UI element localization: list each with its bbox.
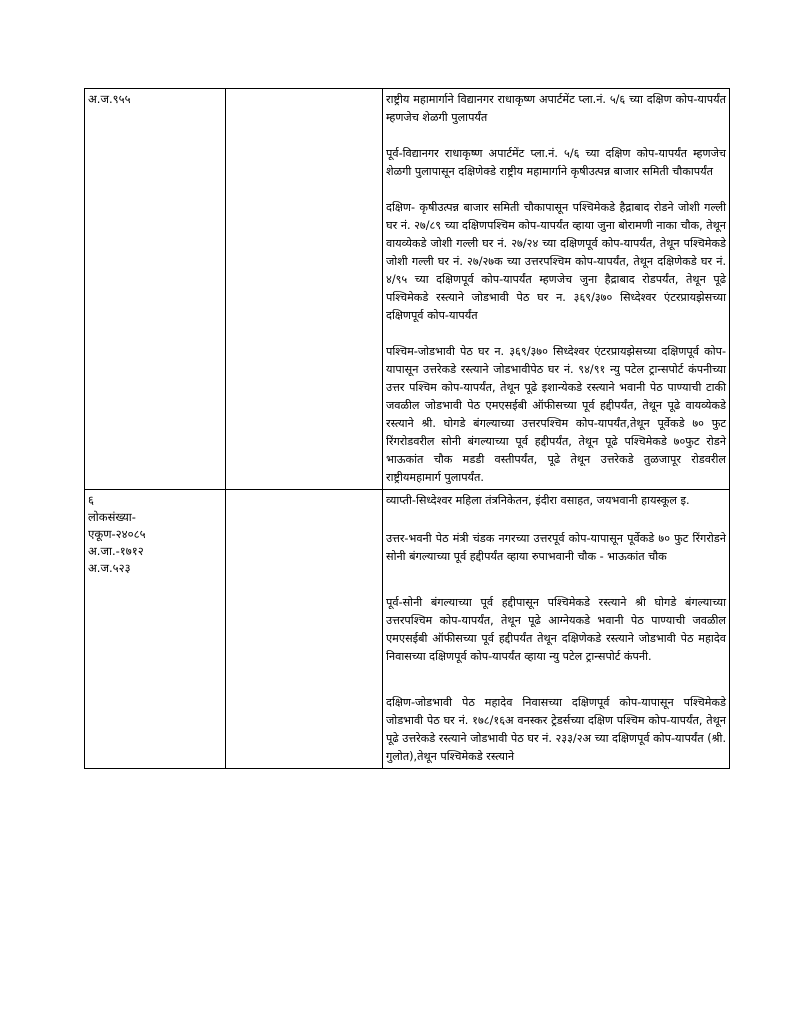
boundary-paragraph: राष्ट्रीय महामार्गाने विद्यानगर राधाकृष्ण अपार्टमेंट प्ला.नं. ५/६ च्या दक्षिण कोप-यापर्यंत म्हणजेच शेळगी पुलापर्यंत	[386, 93, 726, 124]
population-label: लोकसंख्या-	[88, 510, 136, 524]
document-page	[84, 88, 729, 769]
ward-info-cell	[85, 89, 226, 490]
boundary-description-cell	[383, 490, 730, 769]
ward-info-cell	[85, 490, 226, 769]
population-total: एकूण-२४०८५	[88, 527, 146, 541]
ward-id-line: अ.ज.९५५	[88, 92, 131, 106]
boundary-description-cell	[383, 89, 730, 490]
boundary-paragraph-east: पूर्व-विद्यानगर राधाकृष्ण अपार्टमेंट प्ला.नं. ५/६ च्या दक्षिण कोप-यापर्यंत म्हणजेच शेळगी पुलापासून दक्षिणेक्डे राष्ट्रीय महामार्गाने कृषीउत्पन्न बाजार समिती चौकापर्यंत	[386, 147, 726, 178]
ward-number: ६	[88, 493, 94, 507]
coverage-paragraph: व्याप्ती-सिध्देश्वर महिला तंत्रनिकेतन, इंदीरा वसाहत, जयभवानी हायस्कूल इ.	[386, 494, 690, 507]
table-row	[85, 490, 730, 769]
boundary-paragraph-east: पूर्व-सोनी बंगल्याच्या पूर्व हद्दीपासून पश्चिमेकडे रस्त्याने श्री घोगडे बंगल्याच्या उत्तरपश्चिम कोप-यापर्यंत, तेथून पूढे आग्नेयकडे भवानी पेठ पाण्याची जवळील एमएसईबी ऑफीसच्या पूर्व हद्दीपर्यंत तेथून दक्षिणेकडे रस्त्याने जोडभावी पेठ महादेव निवासच्या दक्षिणपूर्व कोप-यापर्यंत व्हाया न्यु पटेल ट्रान्सपोर्ट कंपनी.	[386, 596, 726, 663]
table-row	[85, 89, 730, 490]
boundary-paragraph-west: पश्चिम-जोडभावी पेठ घर न. ३६९/३७० सिध्देश्वर एंटरप्रायझेसच्या दक्षिणपूर्व कोप-यापासून उत्तरेकडे रस्त्याने जोडभावीपेठ घर नं. ९४/९१ न्यु पटेल ट्रान्सपोर्ट कंपनीच्या उत्तर पश्चिम कोप-यापर्यंत, तेथून पूढे इशान्येकडे रस्त्याने भवानी पेठ पाण्याची टाकी जवळील जोडभावी पेठ एमएसईबी ऑफीसच्या पूर्व हद्दीपर्यंत, तेथून पूढे वायव्येकडे रस्त्याने श्री. घोगडे बंगल्याच्या उत्तरपश्चिम कोप-यापर्यंत,तेथून पूर्वेकडे ७० फुट रिंगरोडवरील सोनी बंगल्याच्या पूर्व हद्दीपर्यंत, तेथून पूढे पश्चिमेकडे ७०फुट रोडने भाऊकांत चौक मडडी वस्तीपर्यंत, पूढे तेथून उत्तरेकडे तुळजापूर रोडवरील राष्ट्रीयमहामार्ग पुलापर्यंत.	[386, 345, 726, 484]
population-st: अ.ज.५२३	[88, 561, 131, 575]
boundary-paragraph-north: उत्तर-भवनी पेठ मंत्री चंडक नगरच्या उत्तरपूर्व कोप-यापासून पूर्वेकडे ७० फुट रिंगरोडने सोनी बंगल्याच्या पूर्व हद्दीपर्यंत व्हाया रुपाभवानी चौक - भाऊकांत चौक	[386, 532, 726, 563]
boundary-paragraph-south: दक्षिण- कृषीउत्पन्न बाजार समिती चौकापासून पश्चिमेकडे हैद्राबाद रोडने जोशी गल्ली घर नं. २७/८९ च्या दक्षिणपश्चिम कोप-यापर्यंत व्हाया जुना बोरामणी नाका चौक, तेथून वायव्येकडे जोशी गल्ली घर नं. २७/२४ च्या दक्षिणपूर्व कोप-यापर्यंत, तेथून पश्चिमेकडे जोशी गल्ली घर नं. २७/२७क च्या उत्तरपश्चिम कोप-यापर्यंत, तेथून दक्षिणेकडे घर नं. ४/९५ च्या दक्षिणपूर्व कोप-यापर्यंत म्हणजेच जुना हैद्राबाद रोडपर्यंत, तेथून पूढे पश्चिमेकडे रस्त्याने जोडभावी पेठ घर न. ३६९/३७० सिध्देश्वर एंटरप्रायझेसच्या दक्षिणपूर्व कोप-यापर्यंत	[386, 201, 726, 322]
empty-cell	[226, 89, 383, 490]
population-sc: अ.जा.-१७१२	[88, 544, 144, 558]
empty-cell	[226, 490, 383, 769]
ward-boundary-table	[84, 88, 730, 769]
boundary-paragraph-south: दक्षिण-जोडभावी पेठ महादेव निवासच्या दक्षिणपूर्व कोप-यापासून पश्चिमेकडे जोडभावी पेठ घर नं. १७८/१६अ वनस्कर ट्रेडर्सच्या दक्षिण पश्चिम कोप-यापर्यंत, तेथून पूढे उत्तरेकडे रस्त्याने जोडभावी पेठ घर नं. २३३/२अ च्या दक्षिणपूर्व कोप-यापर्यंत (श्री. गुलोत),तेथून पश्चिमेकडे रस्त्याने	[386, 696, 726, 763]
